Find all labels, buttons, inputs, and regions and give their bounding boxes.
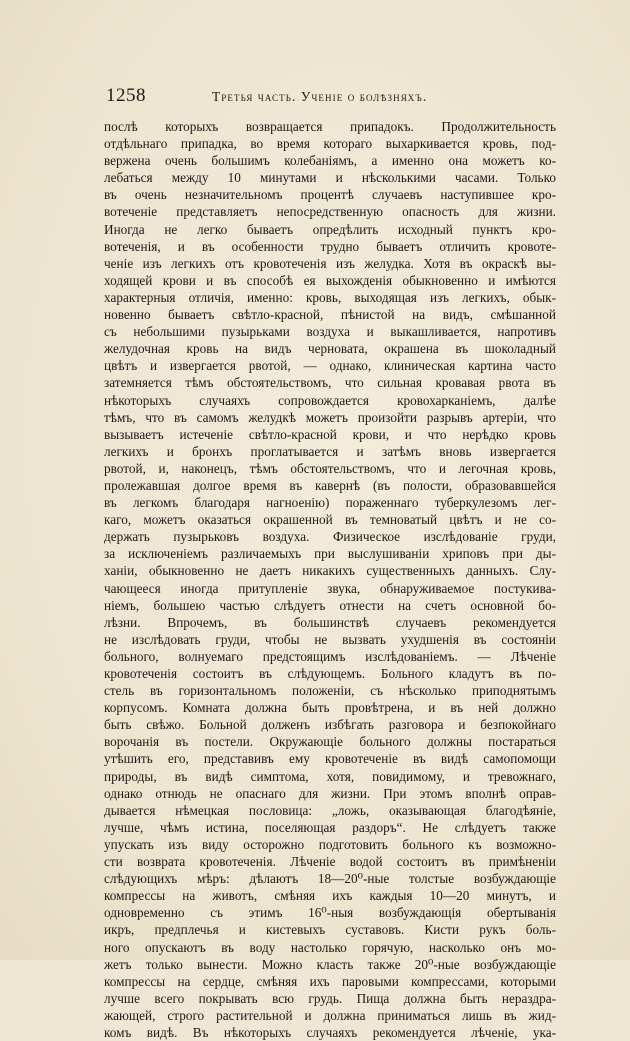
text-line: каго, можетъ оказаться окрашенной въ темноватый цвѣтъ и не со-	[104, 512, 556, 528]
text-line: Иногда не легко бываетъ опредѣлить исходный пунктъ кро-	[104, 221, 556, 237]
text-line: дывается нѣмецкая пословица: „ложь, оказывающая благодѣяніе,	[104, 802, 556, 818]
text-line: лучше всего покрывать всю грудь. Пища должна быть нераздра-	[104, 990, 556, 1006]
text-line: вотеченіе представляетъ непосредственную опасность для жизни.	[104, 204, 556, 220]
text-line: однако отнюдь не опаснаго для жизни. При этомъ вполнѣ оправ-	[104, 785, 556, 801]
text-line: природы, въ видѣ симптома, хотя, повидимому, и тревожнаго,	[104, 768, 556, 784]
text-line: за исключеніемъ различаемыхъ при выслушиваніи хриповъ при ды-	[104, 546, 556, 562]
running-head: Третья часть. Ученіе о болѣзняхъ.	[212, 89, 428, 104]
page-number: 1258	[106, 85, 146, 106]
text-line: жающей, строго растительной и должна приниматься лишь въ жид-	[104, 1007, 556, 1023]
text-line: вержена очень большимъ колебаніямъ, а именно она можетъ ко-	[104, 153, 556, 169]
text-line: въ легкомъ благодаря нагноенію) пораженнаго туберкулезомъ лег-	[104, 495, 556, 511]
text-line: лѣзни. Впрочемъ, въ большинствѣ случаевъ рекомендуется	[104, 614, 556, 630]
text-line: вотеченія, и въ особенности трудно бываетъ отличить кровоте-	[104, 238, 556, 254]
text-line: лебаться между 10 минутами и нѣсколькими часами. Только	[104, 170, 556, 186]
text-line: ніемъ, большею частью слѣдуетъ отнести на счетъ основной бо-	[104, 597, 556, 613]
text-line: новенно бываетъ свѣтло-красной, пѣнистой на видъ, смѣшанной	[104, 307, 556, 323]
text-line: быть свѣжо. Больной долженъ избѣгать разговора и безпокойнаго	[104, 717, 556, 733]
text-line: ченіе изъ легкихъ отъ кровотеченія изъ желудка. Хотя въ окраскѣ вы-	[104, 255, 556, 271]
text-line: ного опускаютъ въ воду настолько горячую, насколько онъ мо-	[104, 939, 556, 955]
text-line: упускать изъ виду осторожно подготовить больного къ возможно-	[104, 836, 556, 852]
text-line: отдѣльнаго припадка, во время котораго выхаркивается кровь, под-	[104, 136, 556, 152]
text-line: кровотеченія состоитъ въ слѣдующемъ. Больного кладутъ въ по-	[104, 666, 556, 681]
text-line: цвѣтъ и извергается рвотой, — однако, клиническая картина часто	[104, 358, 556, 374]
text-line: лучше, чѣмъ истина, поселяющая раздоръ“. Не слѣдуетъ также	[104, 819, 556, 835]
text-line: чающееся иногда притупленіе звука, обнаруживаемое постукива-	[104, 580, 556, 596]
text-line: комъ видѣ. Въ нѣкоторыхъ случаяхъ рекомендуется лѣченіе, ука-	[104, 1024, 556, 1040]
text-line: вызываетъ истеченіе свѣтло-красной крови, и что нерѣдко кровь	[104, 426, 556, 442]
text-line: ходящей крови и въ способѣ ея выхожденія обыкновенно и имѣются	[104, 272, 556, 288]
text-line: корпусомъ. Комната должна быть провѣтрена, и въ ней должно	[104, 700, 556, 716]
text-line: жетъ только вынести. Можно класть также 20⁰-ные возбуждающіе	[104, 956, 556, 972]
text-line: тѣмъ, что въ самомъ желудкѣ можетъ произойти разрывъ артеріи, что	[104, 409, 556, 425]
text-line: больного, волнуемаго предстоящимъ изслѣдованіемъ. — Лѣченіе	[104, 648, 556, 664]
text-line: ворочанія въ постели. Окружающіе больного должны постараться	[104, 734, 556, 750]
text-line: ханіи, обыкновенно не даетъ никакихъ существенныхъ данныхъ. Слу-	[104, 563, 556, 579]
text-line: компрессы на животъ, смѣняя ихъ каждыя 10—20 минутъ, и	[104, 888, 556, 904]
text-line: съ небольшими пузырьками воздуха и выкашливается, напротивъ	[104, 324, 556, 340]
text-line: держать пузырьковъ воздуха. Физическое изслѣдованіе груди,	[104, 529, 556, 545]
text-line: затемняется тѣмъ обстоятельствомъ, что сильная кровавая рвота въ	[104, 375, 556, 391]
body-text	[104, 118, 556, 1041]
text-line: нѣкоторыхъ случаяхъ сопровождается кровохарканіемъ, далѣе	[104, 392, 556, 408]
text-line: икръ, предплечья и кистевыхъ суставовъ. Кисти рукъ боль-	[104, 922, 556, 938]
text-line: компрессы на сердце, смѣняя ихъ паровыми компрессами, которыми	[104, 973, 556, 989]
text-line: рвотой, и, наконецъ, тѣмъ обстоятельствомъ, что и легочная кровь,	[104, 460, 556, 476]
text-line: не изслѣдовать груди, чтобы не вызвать ухудшенія въ состояніи	[104, 631, 556, 647]
text-line: легкихъ и бронхъ проглатывается и затѣмъ вновь извергается	[104, 443, 556, 459]
text-line: сти возврата кровотеченія. Лѣченіе водой состоитъ въ примѣненіи	[104, 854, 556, 870]
page-header	[100, 86, 555, 106]
text-line: слѣдующихъ мѣръ: дѣлаютъ 18—20⁰-ные толстые возбуждающіе	[104, 871, 556, 887]
text-line: желудочная кровь на видъ черновата, окрашена въ шоколадный	[104, 341, 556, 357]
text-line: стель въ горизонтальномъ положеніи, съ нѣсколько приподнятымъ	[104, 683, 556, 699]
text-line: характерныя отличія, именно: кровь, выходящая изъ легкихъ, обык-	[104, 289, 556, 305]
text-line: утѣшить его, представивъ ему кровотеченіе въ видѣ самопомощи	[104, 751, 556, 767]
text-line: пролежавшая долгое время въ кавернѣ (въ полости, образовавшейся	[104, 477, 556, 493]
text-line: въ очень незначительномъ процентѣ случаевъ наступившее кро-	[104, 187, 556, 203]
text-line: послѣ которыхъ возвращается припадокъ. Продолжительность	[104, 119, 556, 134]
text-line: одновременно съ этимъ 16⁰-ныя возбуждающія обертыванія	[104, 905, 556, 921]
